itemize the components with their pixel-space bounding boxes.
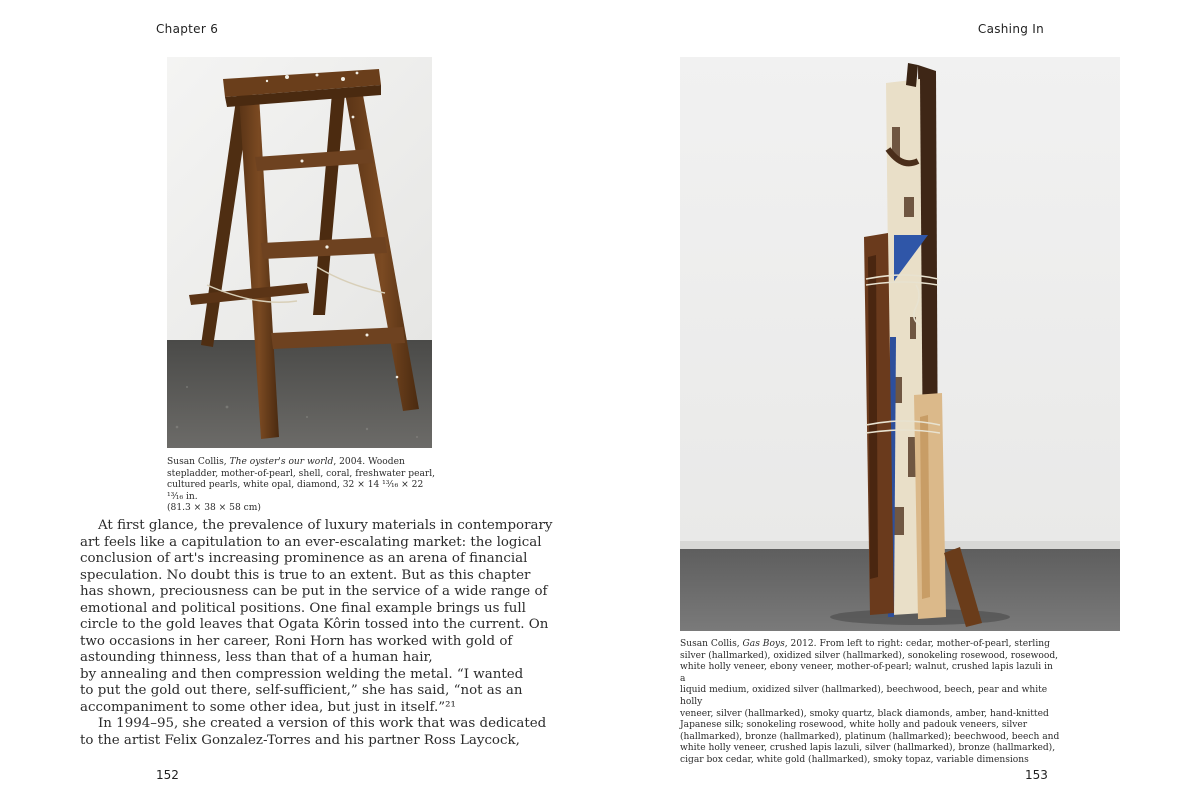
- running-head-chapter: Chapter 6: [156, 22, 219, 36]
- caption-line: white holly veneer, crushed lapis lazuli, silver (hallmarked), bronze (hallmarked),: [680, 743, 1056, 754]
- caption-line: veneer, silver (hallmarked), smoky quartz, black diamonds, amber, hand-knitted: [680, 708, 1049, 719]
- page-number: 152: [156, 768, 179, 782]
- caption-line: (hallmarked), bronze (hallmarked), platinum (hallmarked); beechwood, beech and: [680, 731, 1060, 742]
- running-head-title: Cashing In: [977, 22, 1044, 36]
- body-line: emotional and political positions. One final example brings us full: [80, 600, 526, 616]
- caption-artist: Susan Collis,: [167, 457, 230, 467]
- body-line: conclusion of art's increasing prominence as an arena of financial: [80, 551, 528, 566]
- caption-line: cultured pearls, white opal, diamond, 32 × 14 ¹³⁄₁₆ × 22 ¹³⁄₁₆ in.: [167, 480, 424, 502]
- body-line: by annealing and then compression welding the metal. “I wanted: [80, 666, 524, 682]
- body-text: [80, 518, 553, 749]
- caption-line: Japanese silk; sonokeling rosewood, white holly and padouk veneers, silver: [680, 720, 1028, 731]
- caption-line: stepladder, mother-of-pearl, shell, coral, freshwater pearl,: [167, 468, 436, 479]
- caption-stepladder: [167, 457, 437, 515]
- body-line: art feels like a capitulation to an ever-escalating market: the logical: [80, 534, 542, 550]
- body-line: speculation. No doubt this is true to an extent. But as this chapter: [80, 567, 531, 583]
- body-line: astounding thinness, less than that of a human hair,: [80, 650, 433, 665]
- body-line: At first glance, the prevalence of luxury materials in contemporary: [98, 518, 553, 533]
- body-line: accompaniment to some other idea, but just in itself.”²¹: [80, 699, 456, 715]
- body-line: to put the gold out there, self-sufficient,” she has said, “not as an: [80, 683, 523, 698]
- right-page: [600, 0, 1200, 806]
- page-number: 153: [1025, 768, 1048, 782]
- caption-line: (81.3 × 38 × 58 cm): [167, 503, 261, 514]
- caption-line: cigar box cedar, white gold (hallmarked), smoky topaz, variable dimensions: [680, 754, 1029, 765]
- body-line: has shown, preciousness can be put in the service of a wide range of: [80, 584, 548, 599]
- caption-line: liquid medium, oxidized silver (hallmarked), beechwood, beech, pear and white holly: [680, 685, 1048, 707]
- body-line: to the artist Felix Gonzalez-Torres and his partner Ross Laycock,: [80, 732, 520, 748]
- gas-boys-sculpture-photo: [680, 57, 1120, 631]
- body-line: circle to the gold leaves that Ogata Kôrin tossed into the current. On: [80, 617, 549, 632]
- caption-line: , 2012. From left to right: cedar, mother-of-pearl, sterling: [784, 639, 1050, 649]
- caption-line: white holly veneer, ebony veneer, mother-of-pearl; walnut, crushed lapis lazuli in a: [680, 662, 1053, 684]
- caption-artist: Susan Collis,: [680, 639, 743, 649]
- body-line: In 1994–95, she created a version of this work that was dedicated: [98, 716, 547, 731]
- stepladder-photo: [167, 57, 432, 448]
- caption-gas-boys: [680, 639, 1060, 767]
- caption-line: , 2004. Wooden: [333, 457, 405, 467]
- caption-line: silver (hallmarked), oxidized silver (hallmarked), sonokeling rosewood, rosewood,: [680, 650, 1059, 661]
- body-line: two occasions in her career, Roni Horn has worked with gold of: [80, 633, 513, 649]
- caption-title: The oyster's our world: [229, 457, 334, 467]
- caption-title: Gas Boys: [742, 639, 785, 649]
